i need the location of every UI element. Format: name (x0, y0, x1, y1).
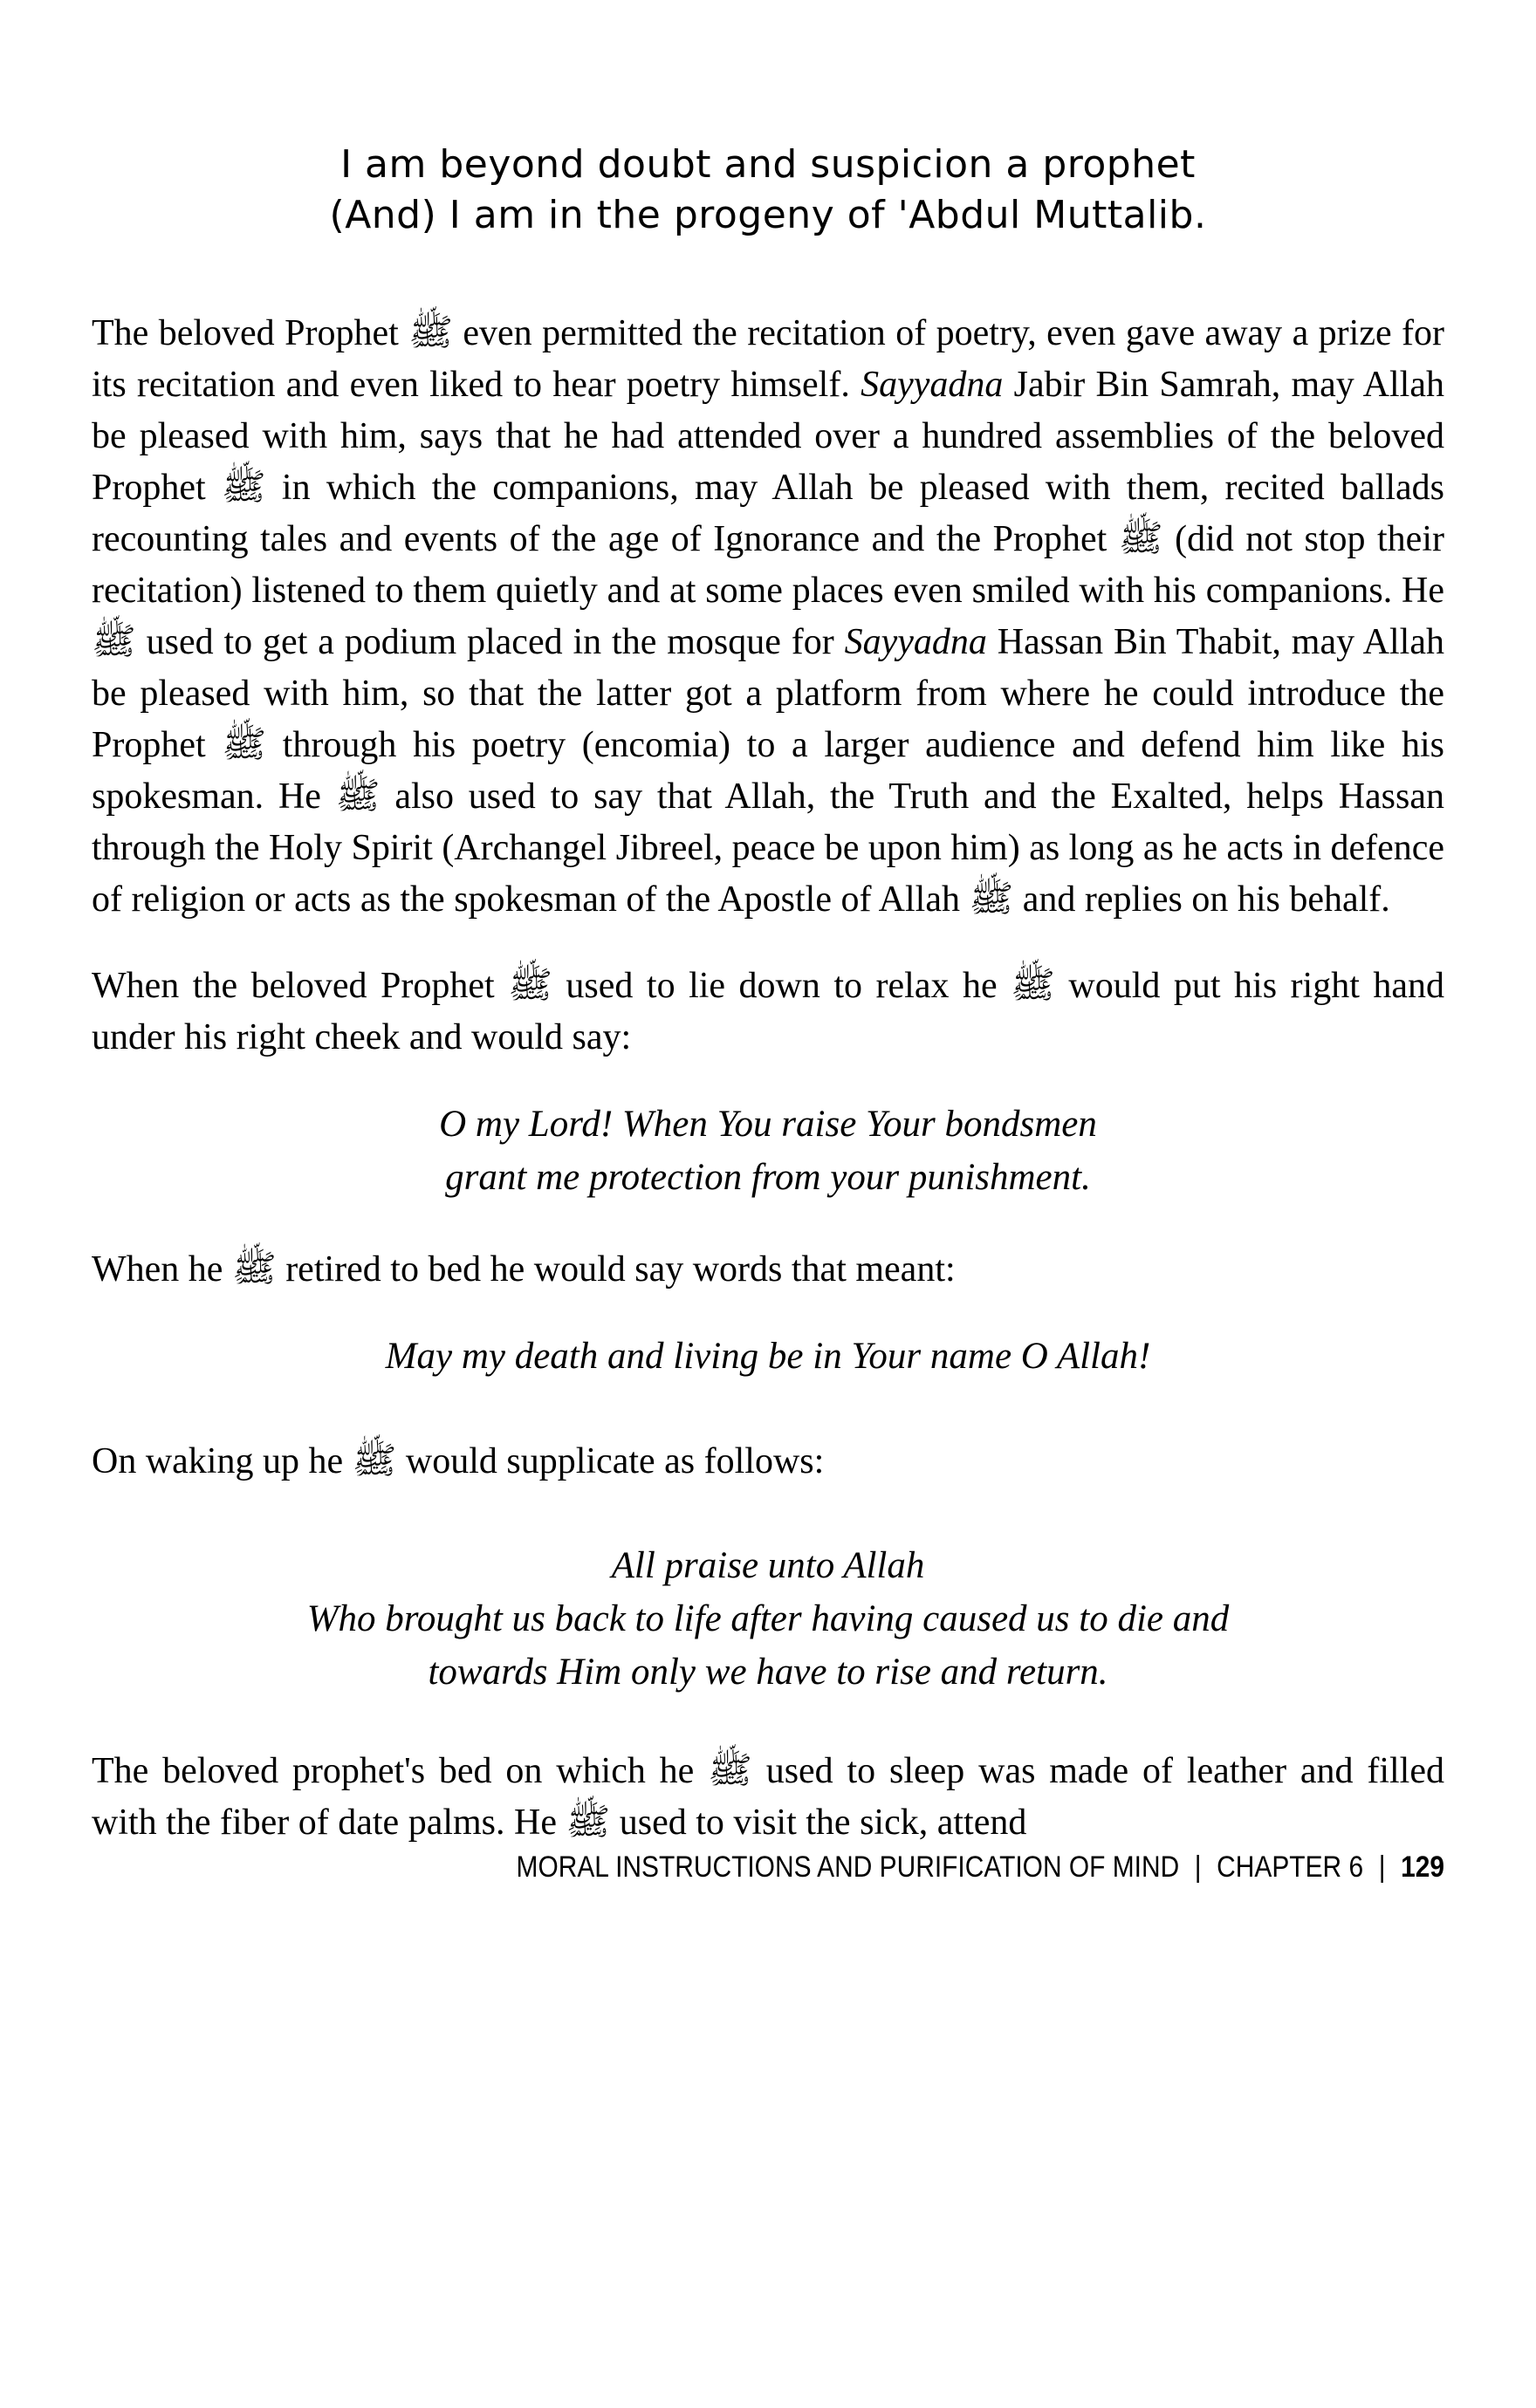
supplication-quote-1 (92, 1098, 1444, 1204)
book-page (0, 140, 1536, 2408)
quote-line: All praise unto Allah (611, 1545, 925, 1586)
quote-line: towards Him only we have to rise and return. (428, 1652, 1108, 1693)
body-paragraph-5: The beloved prophet's bed on which he ﷺ used to sleep was made of leather and filled with the fiber of date palms. He ﷺ used to visit the sick, attend (92, 1751, 1444, 1843)
page-content (0, 140, 1536, 1885)
quote-line: May my death and living be in Your name O Allah! (385, 1336, 1151, 1377)
quote-line: O my Lord! When You raise Your bondsmen (439, 1104, 1097, 1145)
footer-separator: | (1194, 1850, 1202, 1884)
body-paragraph-1: The beloved Prophet ﷺ even permitted the recitation of poetry, even gave away a prize for its recitation and even liked to hear poetry himself. Sayyadna Jabir Bin Samrah, may Allah be pleased with him, says that he had attended over a hundred assemblies of the beloved Prophet ﷺ in which the companions, may Allah be pleased with them, recited ballads recounting tales and events of the age of Ignorance and the Prophet ﷺ (did not stop their recitation) listened to them quietly and at some places even smiled with his companions. He ﷺ used to get a podium placed in the mosque for Sayyadna Hassan Bin Thabit, may Allah be pleased with him, so that the latter got a platform from where he could introduce the Prophet ﷺ through his poetry (encomia) to a larger audience and defend him like his spokesman. He ﷺ also used to say that Allah, the Truth and the Exalted, helps Hassan through the Holy Spirit (Archangel Jibreel, peace be upon him) as long as he acts in defence of religion or acts as the spokesman of the Apostle of Allah ﷺ and replies on his behalf. (92, 313, 1445, 920)
opening-couplet (92, 140, 1444, 241)
quote-line: Who brought us back to life after having caused us to die and (306, 1598, 1230, 1639)
footer-separator: | (1378, 1850, 1386, 1884)
supplication-quote-2 (92, 1330, 1444, 1383)
body-paragraph-4: On waking up he ﷺ would supplicate as follows: (92, 1441, 825, 1481)
supplication-quote-3 (92, 1539, 1444, 1699)
footer-page-number: 129 (1401, 1850, 1444, 1884)
body-paragraph-2: When the beloved Prophet ﷺ used to lie down to relax he ﷺ would put his right hand under his right cheek and would say: (92, 966, 1445, 1057)
couplet-line-1: I am beyond doubt and suspicion a prophet (340, 142, 1196, 187)
quote-line: grant me protection from your punishment. (445, 1157, 1091, 1198)
body-paragraph-3: When he ﷺ retired to bed he would say words that meant: (92, 1249, 956, 1290)
couplet-line-2: (And) I am in the progeny of 'Abdul Muttalib. (329, 193, 1207, 237)
page-footer (254, 1850, 1444, 1885)
footer-chapter-label: CHAPTER 6 (1217, 1850, 1364, 1884)
footer-book-title: MORAL INSTRUCTIONS AND PURIFICATION OF MIND (516, 1850, 1180, 1884)
